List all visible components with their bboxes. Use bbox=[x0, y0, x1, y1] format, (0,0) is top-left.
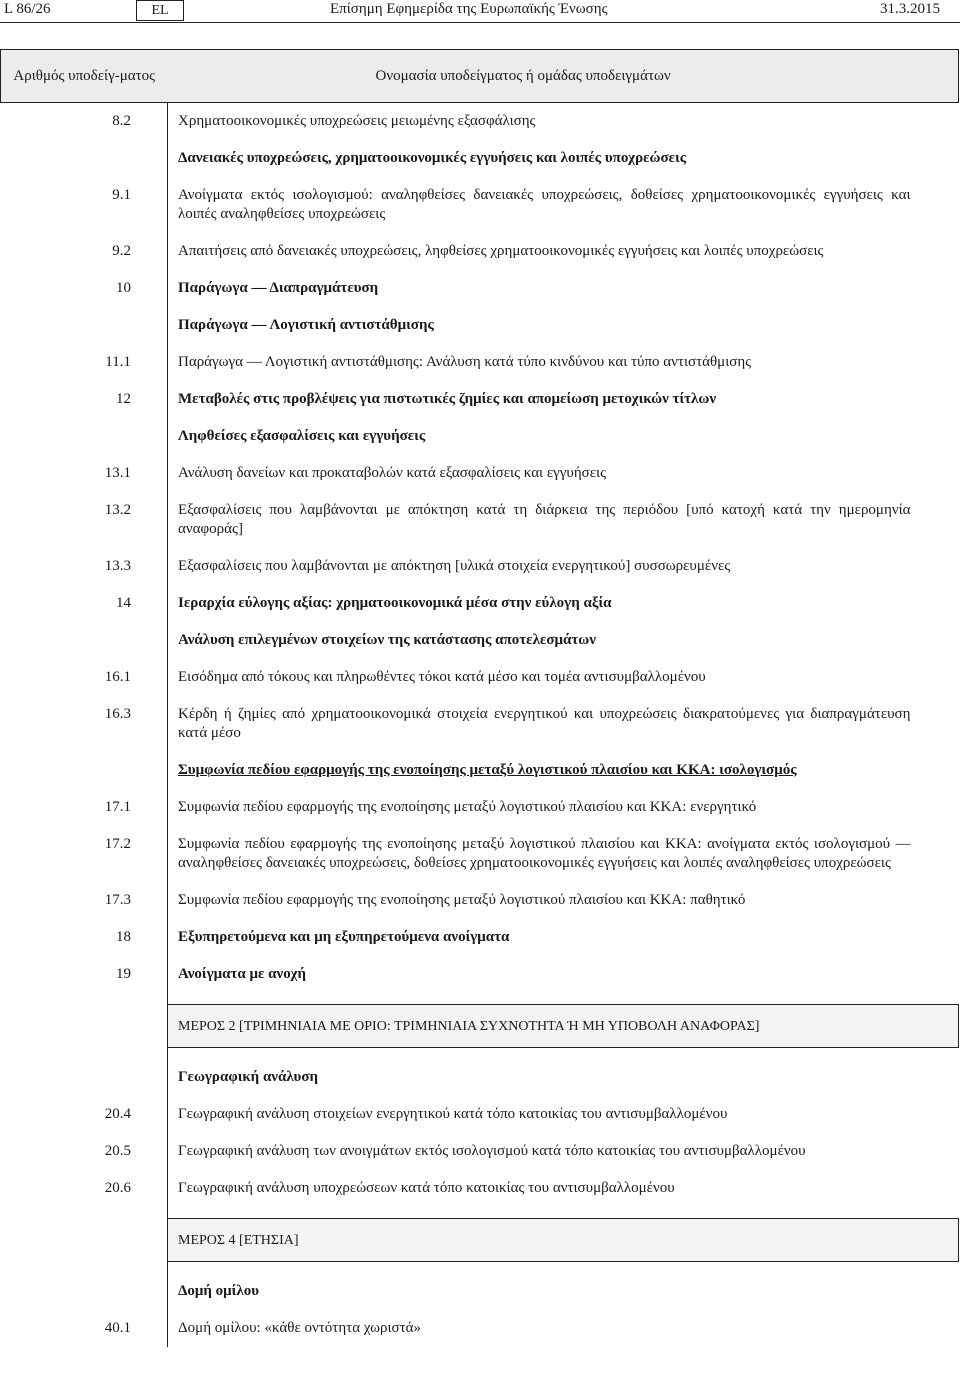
table-row bbox=[1, 1170, 959, 1207]
section-heading-row bbox=[1, 1273, 959, 1310]
row-number: 17.3 bbox=[104, 892, 131, 908]
row-number: 12 bbox=[116, 391, 131, 407]
part-banner-row bbox=[1, 1005, 959, 1048]
table-row bbox=[1, 696, 959, 752]
section-heading-row bbox=[1, 752, 959, 789]
table-row bbox=[1, 103, 959, 141]
row-text: Ανοίγματα εκτός ισολογισμού: αναληφθείσες δανειακές υποχρεώσεις, δοθείσες χρηματοοικονομικές εγγυήσεις και λοιπές αναληφθείσες υποχρεώσεις bbox=[168, 177, 959, 233]
row-number bbox=[1, 140, 168, 177]
row-number bbox=[1, 307, 168, 344]
row-text: Γεωγραφική ανάλυση υποχρεώσεων κατά τόπο κατοικίας του αντισυμβαλλομένου bbox=[168, 1170, 959, 1207]
section-heading-row bbox=[1, 1059, 959, 1096]
row-number bbox=[1, 1273, 168, 1310]
column-header-number: Αριθμός υποδείγ-ματος bbox=[1, 50, 168, 103]
table-row bbox=[1, 1310, 959, 1347]
table-row bbox=[1, 548, 959, 585]
row-number bbox=[1, 1059, 168, 1096]
row-text: Εξασφαλίσεις που λαμβάνονται με απόκτηση κατά τη διάρκεια της περιόδου [υπό κατοχή κατά την ημερομηνία αναφοράς] bbox=[168, 492, 959, 548]
table-row bbox=[1, 344, 959, 381]
row-number: 13.3 bbox=[104, 558, 131, 574]
row-number: 17.1 bbox=[104, 799, 131, 815]
row-text: Ανάλυση δανείων και προκαταβολών κατά εξασφαλίσεις και εγγυήσεις bbox=[168, 455, 959, 492]
header-divider bbox=[0, 22, 960, 23]
section-heading: Παράγωγα — Λογιστική αντιστάθμισης bbox=[168, 307, 959, 344]
table-row bbox=[1, 270, 959, 307]
part-banner: ΜΕΡΟΣ 2 [ΤΡΙΜΗΝΙΑΙΑ ΜΕ ΟΡΙΟ: ΤΡΙΜΗΝΙΑΙΑ ΣΥΧΝΟΤΗΤΑ Ή ΜΗ ΥΠΟΒΟΛΗ ΑΝΑΦΟΡΑΣ] bbox=[168, 1005, 959, 1048]
row-text: Εισόδημα από τόκους και πληρωθέντες τόκοι κατά μέσο και τομέα αντισυμβαλλομένου bbox=[168, 659, 959, 696]
table-row bbox=[1, 177, 959, 233]
row-number bbox=[1, 1005, 168, 1048]
table-row bbox=[1, 1096, 959, 1133]
row-number: 11.1 bbox=[105, 354, 131, 370]
row-text: Ιεραρχία εύλογης αξίας: χρηματοοικονομικά μέσα στην εύλογη αξία bbox=[168, 585, 959, 622]
row-text: Γεωγραφική ανάλυση των ανοιγμάτων εκτός ισολογισμού κατά τόπο κατοικίας του αντισυμβαλλομένου bbox=[168, 1133, 959, 1170]
row-number: 9.1 bbox=[112, 187, 131, 203]
table-row bbox=[1, 585, 959, 622]
row-number bbox=[1, 418, 168, 455]
section-heading: Δανειακές υποχρεώσεις, χρηματοοικονομικές εγγυήσεις και λοιπές υποχρεώσεις bbox=[168, 140, 959, 177]
row-text: Συμφωνία πεδίου εφαρμογής της ενοποίησης μεταξύ λογιστικού πλαισίου και ΚΚΑ: παθητικό bbox=[168, 882, 959, 919]
row-number: 20.5 bbox=[104, 1143, 131, 1159]
table-row bbox=[1, 233, 959, 270]
section-heading: Ληφθείσες εξασφαλίσεις και εγγυήσεις bbox=[168, 418, 959, 455]
row-number: 20.4 bbox=[104, 1106, 131, 1122]
row-text: Μεταβολές στις προβλέψεις για πιστωτικές ζημίες και απομείωση μετοχικών τίτλων bbox=[168, 381, 959, 418]
row-text: Ανοίγματα με ανοχή bbox=[168, 956, 959, 993]
section-heading-row bbox=[1, 622, 959, 659]
row-number: 40.1 bbox=[104, 1320, 131, 1336]
section-heading: Ανάλυση επιλεγμένων στοιχείων της κατάστασης αποτελεσμάτων bbox=[168, 622, 959, 659]
row-text: Εξυπηρετούμενα και μη εξυπηρετούμενα ανοίγματα bbox=[168, 919, 959, 956]
row-text: Παράγωγα — Λογιστική αντιστάθμισης: Ανάλυση κατά τύπο κινδύνου και τύπο αντιστάθμισης bbox=[168, 344, 959, 381]
table-row bbox=[1, 956, 959, 993]
row-text: Χρηματοοικονομικές υποχρεώσεις μειωμένης εξασφάλισης bbox=[168, 103, 959, 141]
table-row bbox=[1, 882, 959, 919]
table-row bbox=[1, 1133, 959, 1170]
section-heading-row bbox=[1, 140, 959, 177]
table-row bbox=[1, 492, 959, 548]
language-badge: EL bbox=[136, 0, 184, 21]
page-reference: L 86/26 bbox=[4, 1, 51, 17]
table-row bbox=[1, 789, 959, 826]
part-banner: ΜΕΡΟΣ 4 [ΕΤΗΣΙΑ] bbox=[168, 1219, 959, 1262]
section-heading: Δομή ομίλου bbox=[168, 1273, 959, 1310]
page-header bbox=[0, 0, 960, 24]
row-number: 14 bbox=[116, 595, 131, 611]
part-banner-row bbox=[1, 1219, 959, 1262]
templates-table bbox=[0, 49, 959, 1347]
section-heading: Γεωγραφική ανάλυση bbox=[168, 1059, 959, 1096]
column-header-name: Ονομασία υποδείγματος ή ομάδας υποδειγμάτων bbox=[168, 50, 959, 103]
row-number: 16.1 bbox=[104, 669, 131, 685]
row-number: 20.6 bbox=[104, 1180, 131, 1196]
table-row bbox=[1, 659, 959, 696]
table-row bbox=[1, 455, 959, 492]
table-header-row bbox=[1, 50, 959, 103]
table-row bbox=[1, 826, 959, 882]
row-text: Κέρδη ή ζημίες από χρηματοοικονομικά στοιχεία ενεργητικού και υποχρεώσεις διακρατούμενες για διαπραγμάτευση κατά μέσο bbox=[168, 696, 959, 752]
journal-title: Επίσημη Εφημερίδα της Ευρωπαϊκής Ένωσης bbox=[330, 1, 608, 17]
row-number: 17.2 bbox=[104, 836, 131, 852]
row-number: 8.2 bbox=[112, 113, 131, 129]
section-heading-row bbox=[1, 307, 959, 344]
row-number: 10 bbox=[116, 280, 131, 296]
row-text: Γεωγραφική ανάλυση στοιχείων ενεργητικού κατά τόπο κατοικίας του αντισυμβαλλομένου bbox=[168, 1096, 959, 1133]
row-number: 9.2 bbox=[112, 243, 131, 259]
row-number bbox=[1, 1219, 168, 1262]
row-text: Συμφωνία πεδίου εφαρμογής της ενοποίησης μεταξύ λογιστικού πλαισίου και ΚΚΑ: ενεργητικό bbox=[168, 789, 959, 826]
row-text: Δομή ομίλου: «κάθε οντότητα χωριστά» bbox=[168, 1310, 959, 1347]
section-heading-row bbox=[1, 418, 959, 455]
table-row bbox=[1, 381, 959, 418]
row-text: Παράγωγα — Διαπραγμάτευση bbox=[168, 270, 959, 307]
row-number: 13.1 bbox=[104, 465, 131, 481]
row-text: Απαιτήσεις από δανειακές υποχρεώσεις, ληφθείσες χρηματοοικονομικές εγγυήσεις και λοιπές υποχρεώσεις bbox=[168, 233, 959, 270]
publication-date: 31.3.2015 bbox=[880, 1, 940, 17]
row-number: 13.2 bbox=[104, 502, 131, 518]
row-number bbox=[1, 752, 168, 789]
row-number bbox=[1, 622, 168, 659]
row-text: Εξασφαλίσεις που λαμβάνονται με απόκτηση [υλικά στοιχεία ενεργητικού] συσσωρευμένες bbox=[168, 548, 959, 585]
row-number: 18 bbox=[116, 929, 131, 945]
row-number: 19 bbox=[116, 966, 131, 982]
table-row bbox=[1, 919, 959, 956]
row-number: 16.3 bbox=[104, 706, 131, 722]
row-text: Συμφωνία πεδίου εφαρμογής της ενοποίησης μεταξύ λογιστικού πλαισίου και ΚΚΑ: ανοίγματα εκτός ισολογισμού — αναληφθείσες δανειακές υποχρεώσεις, δοθείσες χρηματοοικονομικές εγγυήσεις και λοιπές αναληφθείσες υποχρεώσεις bbox=[168, 826, 959, 882]
section-heading: Συμφωνία πεδίου εφαρμογής της ενοποίησης μεταξύ λογιστικού πλαισίου και ΚΚΑ: ισολογισμός bbox=[168, 752, 959, 789]
